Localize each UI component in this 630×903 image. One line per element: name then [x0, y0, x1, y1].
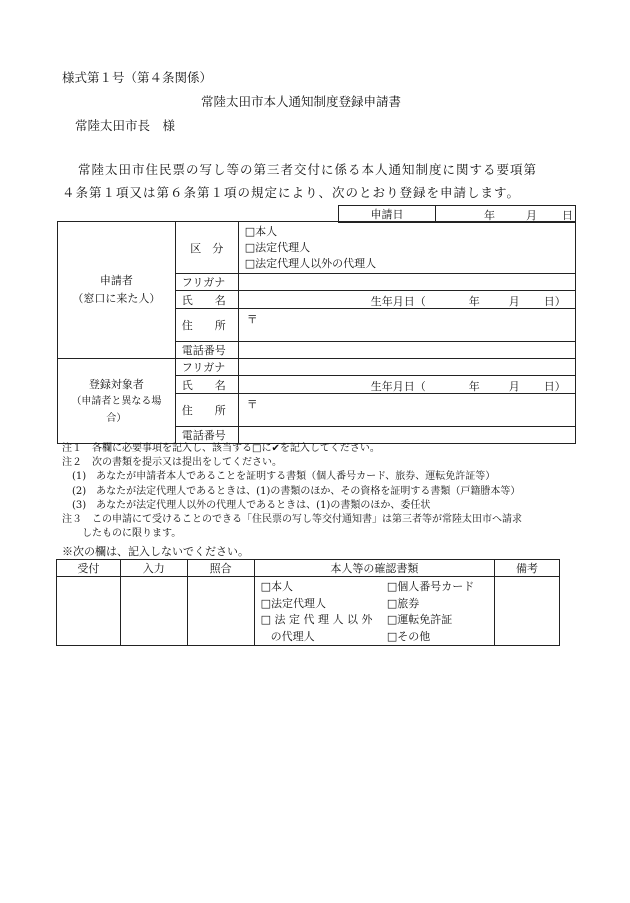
category-label: 区 分: [175, 222, 238, 274]
application-table: [57, 221, 576, 444]
applicant-name-field[interactable]: [238, 291, 575, 309]
target-postal-mark: 〒: [246, 398, 258, 411]
target-subheading-2: 合）: [106, 412, 127, 424]
option-self[interactable]: □本人: [244, 224, 278, 238]
target-heading-cell: [58, 359, 176, 444]
applicant-heading: 申請者: [99, 274, 133, 287]
doc-other-agent-cont: の代理人: [270, 629, 315, 643]
doc-mynumber-card: □個人番号カード: [386, 580, 475, 593]
target-birth-year: 年: [468, 380, 480, 393]
target-furigana-field[interactable]: [238, 359, 575, 376]
header-verify: 照合: [187, 560, 254, 577]
target-address-field[interactable]: [238, 394, 575, 427]
target-name-field[interactable]: [238, 376, 575, 394]
date-month: 月: [526, 209, 537, 222]
applicant-birth-day: 日）: [543, 295, 566, 308]
page-title: 常陸太田市本人通知制度登録申請書: [201, 94, 402, 109]
applicant-heading-cell: [58, 222, 176, 359]
applicant-subheading: （窓口に来た人）: [72, 292, 161, 305]
target-furigana-label: フリガナ: [175, 359, 238, 376]
target-subheading-1: （申請者と異なる場: [71, 395, 162, 407]
input-cell: [120, 577, 187, 646]
header-id-docs: 本人等の確認書類: [254, 560, 495, 577]
target-birth-label: 生年月日（: [370, 380, 426, 393]
applicant-birth-month: 月: [508, 295, 520, 308]
notes: [62, 442, 522, 541]
doc-other-agent: □ 法 定 代 理 人 以 外: [260, 613, 373, 626]
doc-right-options: [379, 577, 495, 646]
office-table: [56, 559, 560, 646]
note-3-cont: したものに限ります。: [62, 528, 182, 540]
target-phone-field[interactable]: [238, 427, 575, 444]
doc-left-options: [254, 577, 379, 646]
date-day: 日: [562, 209, 573, 222]
target-name-label: 氏 名: [175, 376, 238, 394]
verify-cell: [187, 577, 254, 646]
note-3: 注３ この申請にて受けることのできる「住民票の写し等交付通知書」は第三者等が常陸太田市へ請求: [62, 514, 522, 526]
option-other-agent[interactable]: □法定代理人以外の代理人: [244, 256, 377, 270]
applicant-birth-year: 年: [468, 295, 480, 308]
doc-self: □本人: [260, 580, 293, 593]
intro-line-1: 常陸太田市住民票の写し等の第三者交付に係る本人通知制度に関する要項第: [78, 162, 538, 177]
note-2-1: (1) あなたが申請者本人であることを証明する書類（個人番号カード、旅券、運転免許証等）: [62, 471, 496, 483]
target-birth-month: 月: [508, 380, 520, 393]
target-address-label: 住 所: [175, 394, 238, 427]
header-input: 入力: [120, 560, 187, 577]
applicant-phone-field[interactable]: [238, 342, 575, 359]
note-2-2: (2) あなたが法定代理人であるときは、(1)の書類のほか、その資格を証明する書類（戸籍謄本等）: [62, 485, 521, 497]
intro-line-2: ４条第１項又は第６条第１項の規定により、次のとおり登録を申請します。: [62, 185, 521, 200]
note-1: 注１ 各欄に必要事項を記入し、該当する□に✔を記入してください。: [62, 443, 380, 454]
doc-other: □その他: [386, 629, 431, 643]
target-phone-label: 電話番号: [175, 427, 238, 444]
target-heading: 登録対象者: [88, 377, 144, 391]
applicant-furigana-label: フリガナ: [175, 274, 238, 291]
applicant-furigana-field[interactable]: [238, 274, 575, 291]
form-number: 様式第１号（第４条関係）: [62, 70, 213, 85]
remarks-cell: [495, 577, 560, 646]
applicant-address-label: 住 所: [175, 309, 238, 342]
target-birth-day: 日）: [543, 380, 566, 393]
applicant-phone-label: 電話番号: [175, 342, 238, 359]
applicant-name-label: 氏 名: [175, 291, 238, 309]
addressee: 常陸太田市長 様: [75, 118, 176, 133]
application-date-label: 申請日: [339, 206, 436, 223]
reception-cell: [57, 577, 121, 646]
postal-mark: 〒: [246, 313, 258, 326]
option-legal-representative[interactable]: □法定代理人: [244, 240, 311, 254]
note-2-3: (3) あなたが法定代理人以外の代理人であるときは、(1)の書類のほか、委任状: [62, 499, 431, 511]
applicant-address-field[interactable]: [238, 309, 575, 342]
doc-drivers-license: □運転免許証: [386, 613, 453, 626]
application-date-field[interactable]: [436, 206, 576, 223]
office-note: ※次の欄は、記入しないでください。: [62, 545, 249, 558]
date-year: 年: [484, 209, 495, 222]
doc-legal-rep: □法定代理人: [260, 596, 326, 610]
doc-passport: □旅券: [386, 596, 420, 610]
category-options: [238, 222, 575, 274]
header-reception: 受付: [57, 560, 121, 577]
note-2: 注２ 次の書類を提示又は提出をしてください。: [62, 457, 282, 469]
header-remarks: 備考: [495, 560, 560, 577]
applicant-birth-label: 生年月日（: [370, 295, 426, 308]
